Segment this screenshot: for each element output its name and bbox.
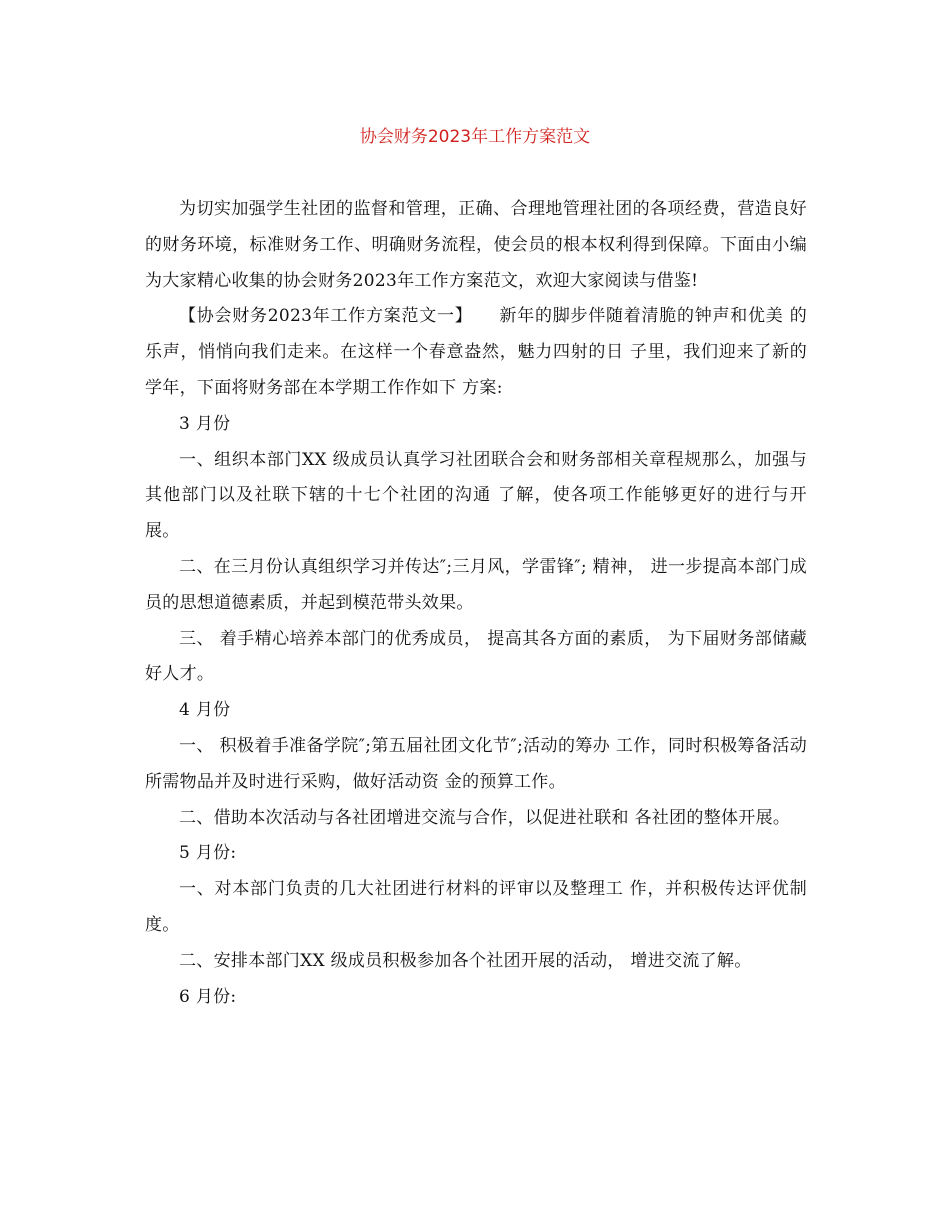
intro-paragraph: 为切实加强学生社团的监督和管理，正确、合理地管理社团的各项经费，营造良好的财务环境，标准财务工作、明确财务流程，使会员的根本权利得到保障。下面由小编为大家精心收集的协会财务2023年工作方案范文，欢迎大家阅读与借鉴! [145, 199, 807, 291]
document-title: 协会财务2023年工作方案范文 [359, 127, 591, 147]
month-heading-june: 6 月份: [179, 986, 237, 1007]
month-heading-may: 5 月份: [179, 843, 237, 864]
april-item-two: 二、借助本次活动与各社团增进交流与合作，以促进社联和 各社团的整体开展。 [179, 807, 791, 828]
month-heading-april: 4 月份 [179, 700, 231, 721]
may-item-two: 二、安排本部门XX 级成员积极参加各个社团开展的活动， 增进交流了解。 [179, 950, 752, 971]
month-heading-march: 3 月份 [179, 413, 231, 434]
document-body [145, 192, 807, 1015]
march-item-one: 一、组织本部门XX 级成员认真学习社团联合会和财务部相关章程规那么，加强与其他部门以及社联下辖的十七个社团的沟通 了解，使各项工作能够更好的进行与开展。 [145, 449, 807, 542]
march-item-two: 二、在三月份认真组织学习并传达″;三月风，学雷锋″; 精神， 进一步提高本部门成员的思想道德素质，并起到模范带头效果。 [145, 556, 807, 613]
april-item-one: 一、 积极着手准备学院″;第五届社团文化节″;活动的筹办 工作，同时积极筹备活动所需物品并及时进行采购，做好活动资 金的预算工作。 [145, 735, 807, 792]
section-one-paragraph: 【协会财务2023年工作方案范文一】 新年的脚步伴随着清脆的钟声和优美 的乐声，悄悄向我们走来。在这样一个春意盎然，魅力四射的日 子里，我们迎来了新的学年，下面将财务部在本学期工作作如下 方案: [145, 306, 807, 398]
march-item-three: 三、 着手精心培养本部门的优秀成员， 提高其各方面的素质， 为下届财务部储藏好人才。 [145, 628, 807, 685]
may-item-one: 一、对本部门负责的几大社团进行材料的评审以及整理工 作，并积极传达评优制度。 [145, 879, 807, 935]
